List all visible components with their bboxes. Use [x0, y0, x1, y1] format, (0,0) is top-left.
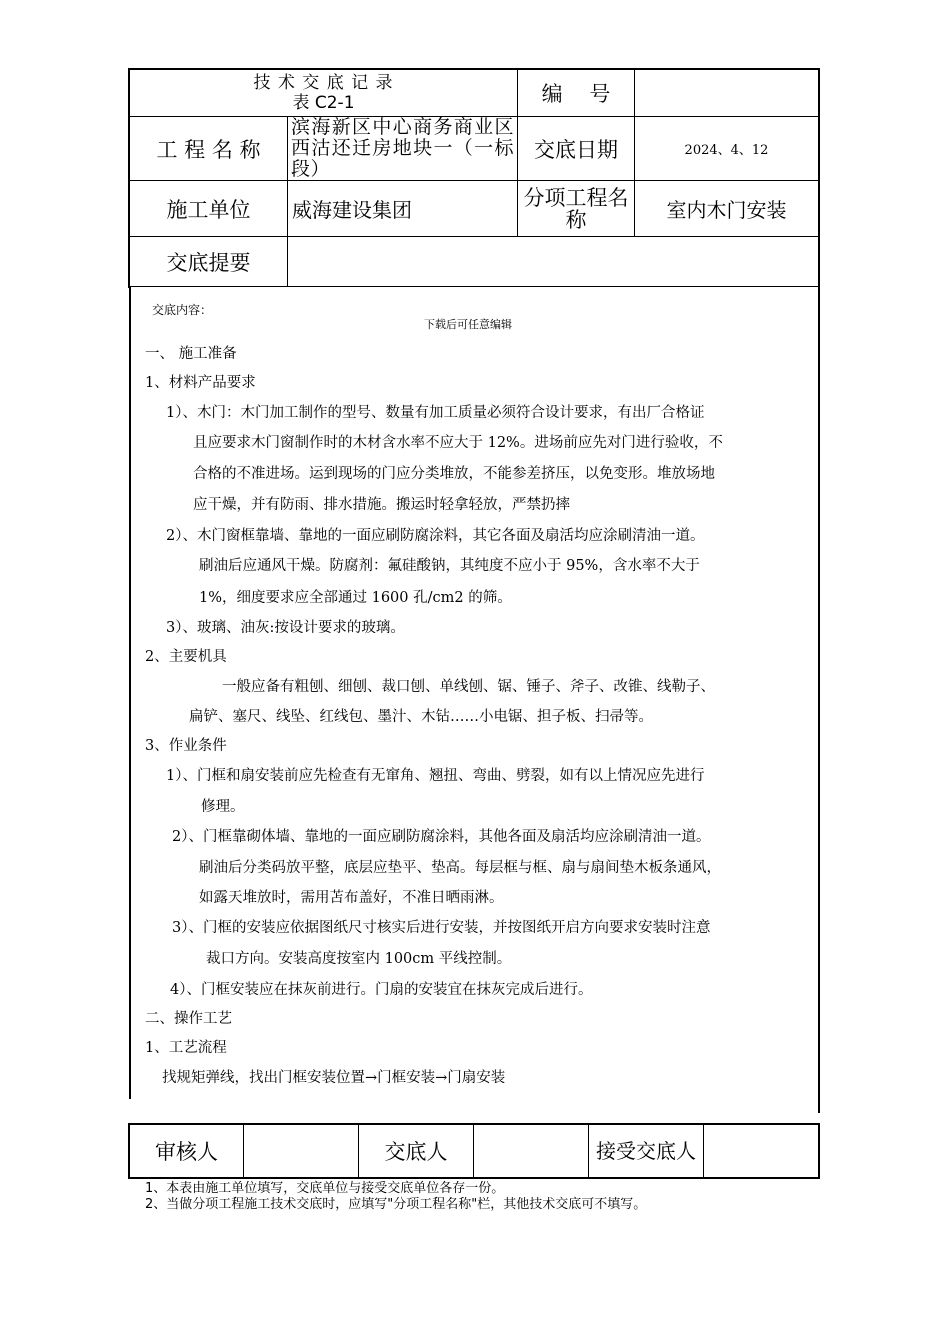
number-label: 编 号 — [541, 82, 611, 106]
sub-project-value[interactable]: 室内木门安装 — [666, 198, 787, 222]
receiver-value[interactable] — [704, 1125, 818, 1177]
body-line: 修理。 — [201, 799, 245, 815]
discloser-label: 交底人 — [384, 1140, 448, 1164]
receiver-label: 接受交底人 — [596, 1139, 696, 1163]
body-line: 且应要求木门窗制作时的木材含水率不应大于 12%。进场前应先对门进行验收，不 — [193, 435, 723, 451]
body-line: 刷油后分类码放平整，底层应垫平、垫高。每层框与框、扇与扇间垫木板条通风， — [199, 860, 721, 876]
body-line: 裁口方向。安装高度按室内 100cm 平线控制。 — [206, 951, 512, 967]
discloser-value[interactable] — [474, 1125, 588, 1177]
project-name-label: 工 程 名 称 — [156, 137, 261, 162]
section-heading: 一、 施工准备 — [145, 346, 237, 362]
number-value[interactable] — [635, 70, 818, 116]
construction-unit-value[interactable]: 威海建设集团 — [292, 198, 412, 222]
body-line: 2）、木门窗框靠墙、靠地的一面应刷防腐涂料，其它各面及扇活均应涂刷清油一道。 — [166, 528, 705, 544]
editable-note: 下载后可任意编辑 — [424, 318, 512, 331]
disclosure-date-label: 交底日期 — [534, 137, 618, 162]
body-line: 3）、玻璃、油灰:按设计要求的玻璃。 — [166, 620, 405, 636]
subsection-heading: 3、作业条件 — [145, 738, 227, 754]
body-line: 一般应备有粗刨、细刨、裁口刨、单线刨、锯、锤子、斧子、改锥、线勒子、 — [222, 679, 715, 695]
body-line: 如露天堆放时，需用苫布盖好，不准日晒雨淋。 — [199, 890, 504, 906]
footnote: 1、本表由施工单位填写，交底单位与接受交底单位各存一份。 — [145, 1181, 505, 1196]
body-line: 应干燥，并有防雨、排水措施。搬运时轻拿轻放，严禁扔摔 — [193, 497, 570, 513]
subsection-heading: 1、材料产品要求 — [145, 375, 256, 391]
sub-project-label: 分项工程名称 — [523, 185, 629, 232]
body-line: 4）、门框安装应在抹灰前进行。门扇的安装宜在抹灰完成后进行。 — [170, 982, 593, 998]
body-line: 找规矩弹线，找出门框安装位置→门框安装→门扇安装 — [162, 1070, 506, 1086]
body-line: 刷油后应通风干燥。防腐剂：氟硅酸钠，其纯度不应小于 95%，含水率不大于 — [199, 558, 700, 574]
reviewer-value[interactable] — [244, 1125, 358, 1177]
subsection-heading: 1、工艺流程 — [145, 1040, 227, 1056]
section-heading: 二、操作工艺 — [145, 1011, 232, 1027]
content-left-border — [129, 287, 131, 1099]
body-line: 1）、门框和扇安装前应先检查有无窜角、翘扭、弯曲、劈裂，如有以上情况应先进行 — [166, 768, 705, 784]
body-line: 合格的不准进场。运到现场的门应分类堆放，不能参差挤压，以免变形。堆放场地 — [193, 466, 715, 482]
body-line: 扁铲、塞尺、线坠、红线包、墨汁、木钻……小电锯、担子板、扫帚等。 — [189, 709, 653, 725]
body-line: 2）、门框靠砌体墙、靠地的一面应刷防腐涂料，其他各面及扇活均应涂刷清油一道。 — [172, 829, 711, 845]
body-line: 1）、木门：木门加工制作的型号、数量有加工质量必须符合设计要求，有出厂合格证 — [166, 405, 705, 421]
construction-unit-label: 施工单位 — [166, 197, 251, 222]
col-divider — [588, 1124, 589, 1178]
content-right-border — [818, 287, 820, 1113]
summary-value[interactable] — [288, 237, 818, 286]
summary-label: 交底提要 — [166, 250, 251, 275]
subsection-heading: 2、主要机具 — [145, 649, 227, 665]
body-line: 1%，细度要求应全部通过 1600 孔/cm2 的筛。 — [199, 590, 512, 606]
disclosure-date-value[interactable]: 2024、4、12 — [684, 143, 769, 158]
footnote: 2、当做分项工程施工技术交底时，应填写"分项工程名称"栏，其他技术交底可不填写。 — [145, 1197, 647, 1212]
form-title-cell — [130, 70, 517, 116]
content-heading: 交底内容： — [152, 303, 213, 317]
form-title: 技 术 交 底 记 录 — [253, 73, 394, 93]
form-number: 表 C2-1 — [292, 93, 355, 113]
project-name-value[interactable]: 滨海新区中心商务商业区西沽还迁房地块一（一标段） — [291, 116, 514, 180]
row-divider — [129, 286, 819, 287]
reviewer-label: 审核人 — [155, 1140, 218, 1164]
body-line: 3）、门框的安装应依据图纸尺寸核实后进行安装，并按图纸开启方向要求安装时注意 — [172, 920, 711, 936]
